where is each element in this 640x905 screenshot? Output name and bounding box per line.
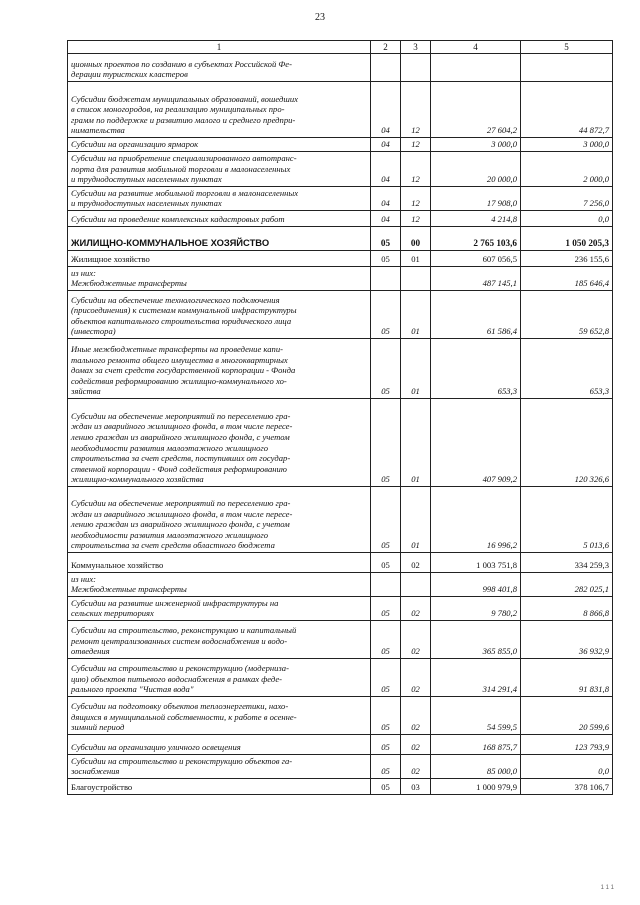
subsection-code-cell: 12 — [401, 82, 431, 138]
amount-cell-col5: 378 106,7 — [521, 779, 613, 795]
table-row — [68, 138, 613, 152]
section-code-cell — [371, 573, 401, 597]
section-code-cell: 04 — [371, 152, 401, 187]
table-row — [68, 573, 613, 597]
table-row — [68, 267, 613, 291]
table-row — [68, 621, 613, 659]
amount-cell-col4: 998 401,8 — [431, 573, 521, 597]
subsection-code-cell — [401, 573, 431, 597]
row-name-cell: Субсидии бюджетам муниципальных образований, вошедших в список моногородов, на реализацию муниципальных про- грамм по поддержке и развитию малого и среднего предпри- нимательства — [68, 82, 371, 138]
table-row — [68, 187, 613, 211]
column-header-5: 5 — [521, 41, 613, 54]
column-header-2: 2 — [371, 41, 401, 54]
row-name-cell: Субсидии на организацию ярмарок — [68, 138, 371, 152]
subsection-code-cell: 02 — [401, 697, 431, 735]
table-row — [68, 339, 613, 399]
amount-cell-col5: 1 050 205,3 — [521, 227, 613, 251]
column-header-3: 3 — [401, 41, 431, 54]
amount-cell-col4: 27 604,2 — [431, 82, 521, 138]
section-code-cell: 05 — [371, 227, 401, 251]
section-code-cell: 05 — [371, 755, 401, 779]
subsection-code-cell: 01 — [401, 487, 431, 553]
column-header-1: 1 — [68, 41, 371, 54]
amount-cell-col4: 3 000,0 — [431, 138, 521, 152]
amount-cell-col4: 314 291,4 — [431, 659, 521, 697]
amount-cell-col4 — [431, 54, 521, 82]
amount-cell-col5: 653,3 — [521, 339, 613, 399]
table-row — [68, 152, 613, 187]
subsection-code-cell — [401, 54, 431, 82]
subsection-code-cell: 12 — [401, 187, 431, 211]
row-name-cell: Благоустройство — [68, 779, 371, 795]
row-name-cell: Субсидии на развитие мобильной торговли в малонаселенных и труднодоступных населенных пунктах — [68, 187, 371, 211]
subsection-code-cell: 02 — [401, 597, 431, 621]
amount-cell-col5: 2 000,0 — [521, 152, 613, 187]
amount-cell-col5: 0,0 — [521, 755, 613, 779]
subsection-code-cell: 02 — [401, 755, 431, 779]
table-row — [68, 735, 613, 755]
table-row — [68, 697, 613, 735]
subsection-code-cell: 01 — [401, 291, 431, 339]
table-row — [68, 54, 613, 82]
amount-cell-col4: 168 875,7 — [431, 735, 521, 755]
subsection-code-cell: 12 — [401, 138, 431, 152]
amount-cell-col4: 2 765 103,6 — [431, 227, 521, 251]
row-name-cell: Субсидии на обеспечение технологического подключения (присоединения) к системам коммунальной инфраструктуры объектов капитального строительства юридического лица (инвестора) — [68, 291, 371, 339]
table-row — [68, 399, 613, 487]
subsection-code-cell: 01 — [401, 339, 431, 399]
amount-cell-col5: 123 793,9 — [521, 735, 613, 755]
amount-cell-col5: 20 599,6 — [521, 697, 613, 735]
section-code-cell: 05 — [371, 779, 401, 795]
amount-cell-col4: 16 996,2 — [431, 487, 521, 553]
section-code-cell: 04 — [371, 187, 401, 211]
table-row — [68, 291, 613, 339]
subsection-code-cell: 01 — [401, 251, 431, 267]
amount-cell-col5: 120 326,6 — [521, 399, 613, 487]
row-name-cell: ЖИЛИЩНО-КОММУНАЛЬНОЕ ХОЗЯЙСТВО — [68, 227, 371, 251]
subsection-code-cell: 01 — [401, 399, 431, 487]
subsection-code-cell: 02 — [401, 735, 431, 755]
amount-cell-col5: 3 000,0 — [521, 138, 613, 152]
row-name-cell: Субсидии на обеспечение мероприятий по переселению гра- ждан из аварийного жилищного фонда, в том числе пересе- лению граждан из аварийного жилищного фонда, с учетом необходимости развития малоэтажного жилищного строительства за счет средств областного бюджета — [68, 487, 371, 553]
amount-cell-col4: 607 056,5 — [431, 251, 521, 267]
section-code-cell — [371, 54, 401, 82]
table-row — [68, 211, 613, 227]
amount-cell-col5 — [521, 54, 613, 82]
section-code-cell: 05 — [371, 339, 401, 399]
amount-cell-col5: 334 259,3 — [521, 553, 613, 573]
table-header-row — [68, 41, 613, 54]
table-row — [68, 779, 613, 795]
column-header-4: 4 — [431, 41, 521, 54]
section-code-cell — [371, 267, 401, 291]
section-code-cell: 04 — [371, 138, 401, 152]
subsection-code-cell — [401, 267, 431, 291]
amount-cell-col4: 54 599,5 — [431, 697, 521, 735]
amount-cell-col5: 8 866,8 — [521, 597, 613, 621]
section-code-cell: 05 — [371, 291, 401, 339]
amount-cell-col4: 20 000,0 — [431, 152, 521, 187]
amount-cell-col4: 487 145,1 — [431, 267, 521, 291]
amount-cell-col5: 59 652,8 — [521, 291, 613, 339]
amount-cell-col5: 282 025,1 — [521, 573, 613, 597]
amount-cell-col5: 36 932,9 — [521, 621, 613, 659]
row-name-cell: Субсидии на строительство и реконструкцию (модерниза- цию) объектов питьевого водоснабжения в рамках феде- рального проекта "Чистая вода" — [68, 659, 371, 697]
amount-cell-col5: 7 256,0 — [521, 187, 613, 211]
row-name-cell: Иные межбюджетные трансферты на проведение капи- тального ремонта общего имущества в многоквартирных домах за счет средств государственной корпорации - Фонда содействия реформированию жилищно-коммунального хо- зяйства — [68, 339, 371, 399]
row-name-cell: Субсидии на подготовку объектов теплоэнергетики, нахо- дящихся в муниципальной собственности, к работе в осенне- зимний период — [68, 697, 371, 735]
subsection-code-cell: 00 — [401, 227, 431, 251]
subsection-code-cell: 02 — [401, 659, 431, 697]
section-code-cell: 05 — [371, 251, 401, 267]
amount-cell-col4: 85 000,0 — [431, 755, 521, 779]
section-code-cell: 05 — [371, 487, 401, 553]
subsection-code-cell: 03 — [401, 779, 431, 795]
amount-cell-col4: 9 780,2 — [431, 597, 521, 621]
amount-cell-col4: 653,3 — [431, 339, 521, 399]
row-name-cell: Субсидии на строительство, реконструкцию и капитальный ремонт централизованных систем водоснабжения и водо- отведения — [68, 621, 371, 659]
amount-cell-col5: 185 646,4 — [521, 267, 613, 291]
subsection-code-cell: 02 — [401, 621, 431, 659]
section-code-cell: 05 — [371, 597, 401, 621]
amount-cell-col5: 236 155,6 — [521, 251, 613, 267]
subsection-code-cell: 12 — [401, 211, 431, 227]
section-code-cell: 05 — [371, 697, 401, 735]
row-name-cell: Субсидии на строительство и реконструкцию объектов га- зоснабжения — [68, 755, 371, 779]
table-row — [68, 553, 613, 573]
row-name-cell: Жилищное хозяйство — [68, 251, 371, 267]
table-row — [68, 755, 613, 779]
amount-cell-col5: 0,0 — [521, 211, 613, 227]
amount-cell-col5: 91 831,8 — [521, 659, 613, 697]
amount-cell-col4: 1 003 751,8 — [431, 553, 521, 573]
row-name-cell: Субсидии на развитие инженерной инфраструктуры на сельских территориях — [68, 597, 371, 621]
amount-cell-col4: 17 908,0 — [431, 187, 521, 211]
table-row — [68, 487, 613, 553]
row-name-cell: из них: Межбюджетные трансферты — [68, 267, 371, 291]
section-code-cell: 05 — [371, 735, 401, 755]
scan-mark: 1 1 1 — [600, 885, 614, 891]
amount-cell-col4: 1 000 979,9 — [431, 779, 521, 795]
amount-cell-col4: 365 855,0 — [431, 621, 521, 659]
table-row — [68, 82, 613, 138]
row-name-cell: Субсидии на обеспечение мероприятий по переселению гра- ждан из аварийного жилищного фонда, в том числе пересе- лению граждан из аварийного жилищного фонда, с учетом необходимости развития малоэтажного жилищного строительства за счет средств, поступивших от государ- ственной корпорации - Фонд содействия реформированию жилищно-коммунального хозяйства — [68, 399, 371, 487]
table-row — [68, 659, 613, 697]
section-code-cell: 05 — [371, 621, 401, 659]
row-name-cell: Субсидии на организацию уличного освещения — [68, 735, 371, 755]
page-number: 23 — [315, 12, 325, 23]
section-code-cell: 05 — [371, 399, 401, 487]
row-name-cell: ционных проектов по созданию в субъектах Российской Фе- дерации туристских кластеров — [68, 54, 371, 82]
amount-cell-col4: 4 214,8 — [431, 211, 521, 227]
amount-cell-col4: 61 586,4 — [431, 291, 521, 339]
table-row — [68, 597, 613, 621]
section-code-cell: 05 — [371, 553, 401, 573]
row-name-cell: из них: Межбюджетные трансферты — [68, 573, 371, 597]
row-name-cell: Субсидии на приобретение специализированного автотранс- порта для развития мобильной торговли в малонаселенных и труднодоступных населенных пунктах — [68, 152, 371, 187]
table-row — [68, 251, 613, 267]
budget-table — [67, 40, 613, 795]
amount-cell-col5: 5 013,6 — [521, 487, 613, 553]
table-row — [68, 227, 613, 251]
subsection-code-cell: 12 — [401, 152, 431, 187]
subsection-code-cell: 02 — [401, 553, 431, 573]
table-body — [68, 54, 613, 795]
row-name-cell: Субсидии на проведение комплексных кадастровых работ — [68, 211, 371, 227]
section-code-cell: 05 — [371, 659, 401, 697]
amount-cell-col5: 44 872,7 — [521, 82, 613, 138]
section-code-cell: 04 — [371, 211, 401, 227]
amount-cell-col4: 407 909,2 — [431, 399, 521, 487]
section-code-cell: 04 — [371, 82, 401, 138]
row-name-cell: Коммунальное хозяйство — [68, 553, 371, 573]
